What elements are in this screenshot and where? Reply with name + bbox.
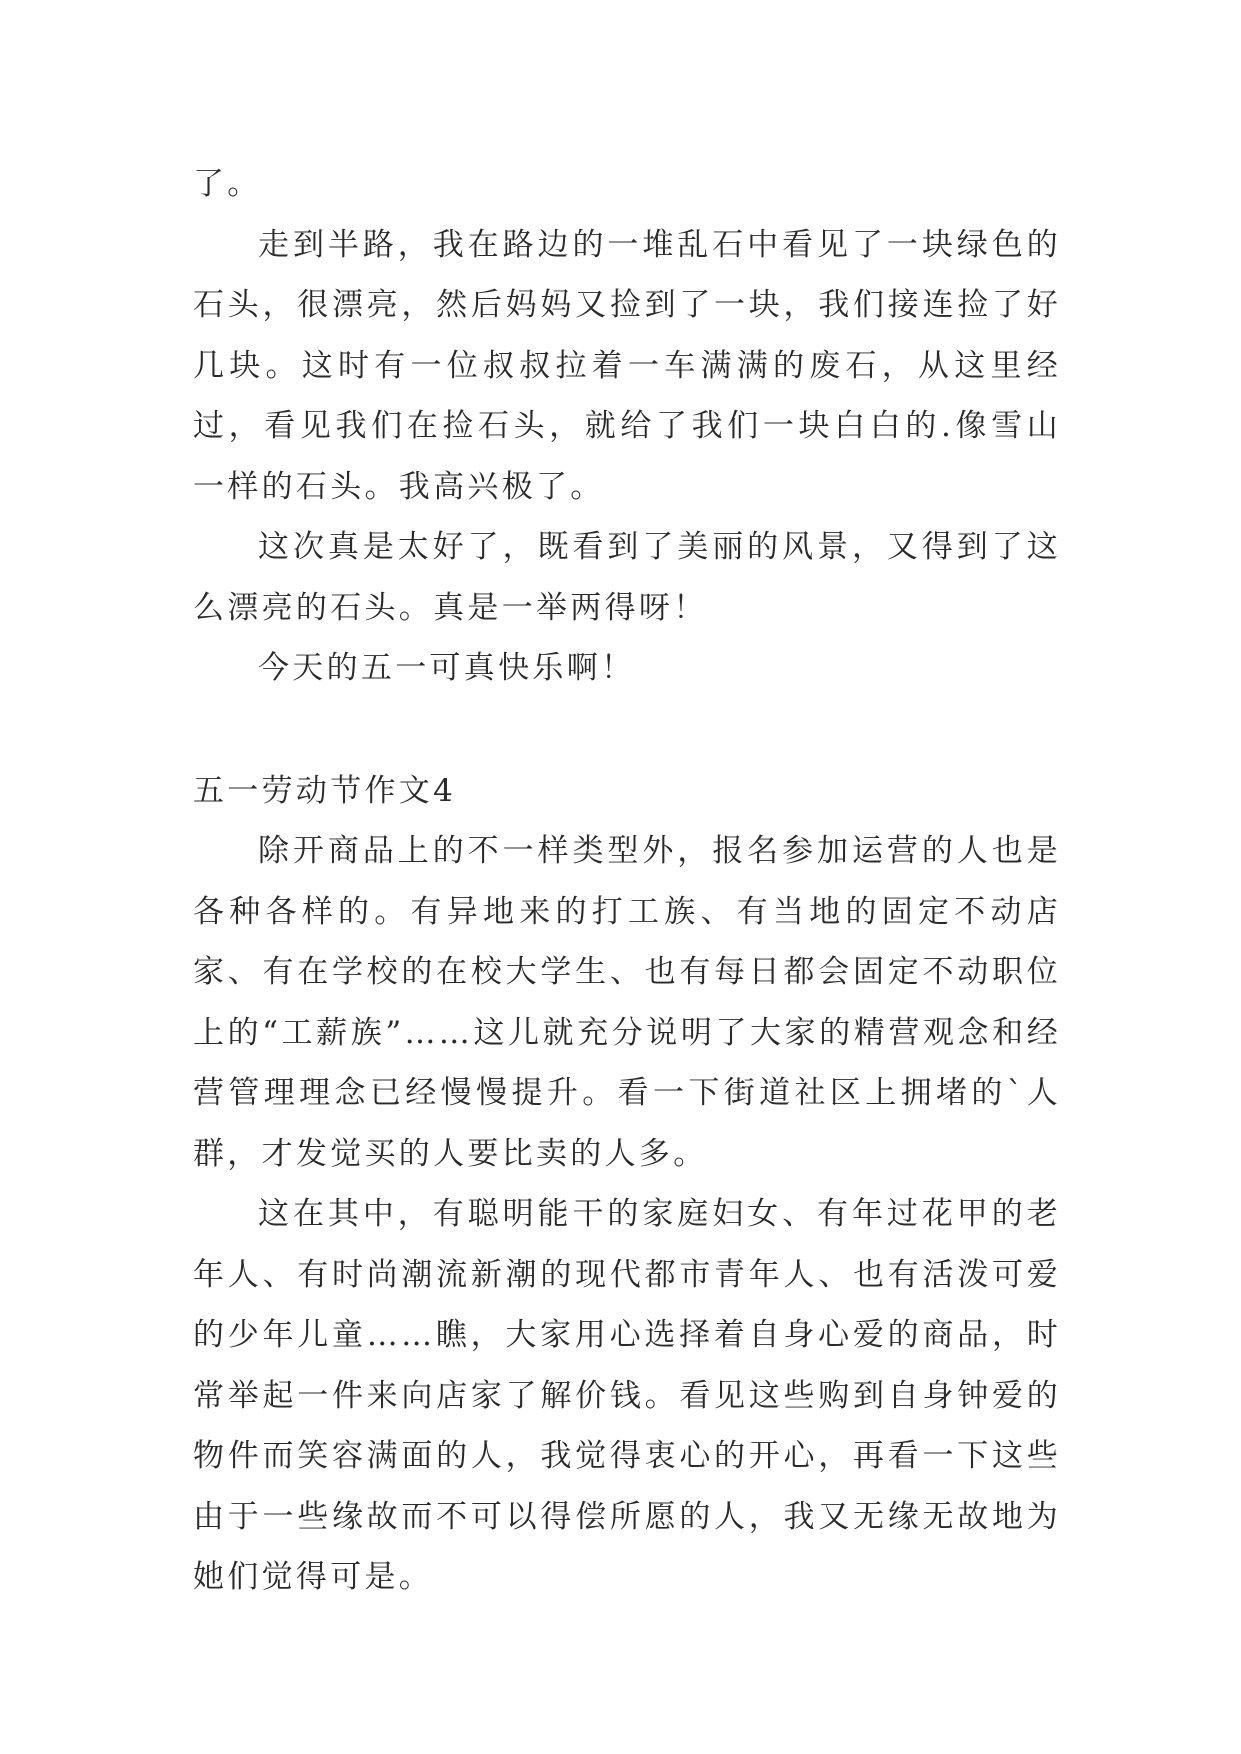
paragraph: 这次真是太好了，既看到了美丽的风景，又得到了这么漂亮的石头。真是一举两得呀！ <box>193 529 1061 626</box>
paragraph: 除开商品上的不一样类型外，报名参加运营的人也是各种各样的。有异地来的打工族、有当地的固定不动店家、有在学校的在校大学生、也有每日都会固定不动职位上的“工薪族”……这儿就充分说明了大家的精营观念和经营管理理念已经慢慢提升。看一下街道社区上拥堵的`人群，才发觉买的人要比卖的人多。 <box>193 833 1061 1172</box>
document-body <box>193 154 1061 1608</box>
section-gap <box>193 699 1061 761</box>
paragraph: 走到半路，我在路边的一堆乱石中看见了一块绿色的石头，很漂亮，然后妈妈又捡到了一块，我们接连捡了好几块。这时有一位叔叔拉着一车满满的废石，从这里经过，看见我们在捡石头，就给了我们一块白白的.像雪山一样的石头。我高兴极了。 <box>193 226 1061 505</box>
paragraph: 这在其中，有聪明能干的家庭妇女、有年过花甲的老年人、有时尚潮流新潮的现代都市青年人、也有活泼可爱的少年儿童……瞧，大家用心选择着自身心爱的商品，时常举起一件来向店家了解价钱。看见这些购到自身钟爱的物件而笑容满面的人，我觉得衷心的开心，再看一下这些由于一些缘故而不可以得偿所愿的人，我又无缘无故地为她们觉得可是。 <box>193 1196 1061 1595</box>
section-title: 五一劳动节作文4 <box>193 772 457 809</box>
paragraph: 今天的五一可真快乐啊！ <box>258 650 636 686</box>
paragraph-continuation: 了。 <box>193 166 262 202</box>
